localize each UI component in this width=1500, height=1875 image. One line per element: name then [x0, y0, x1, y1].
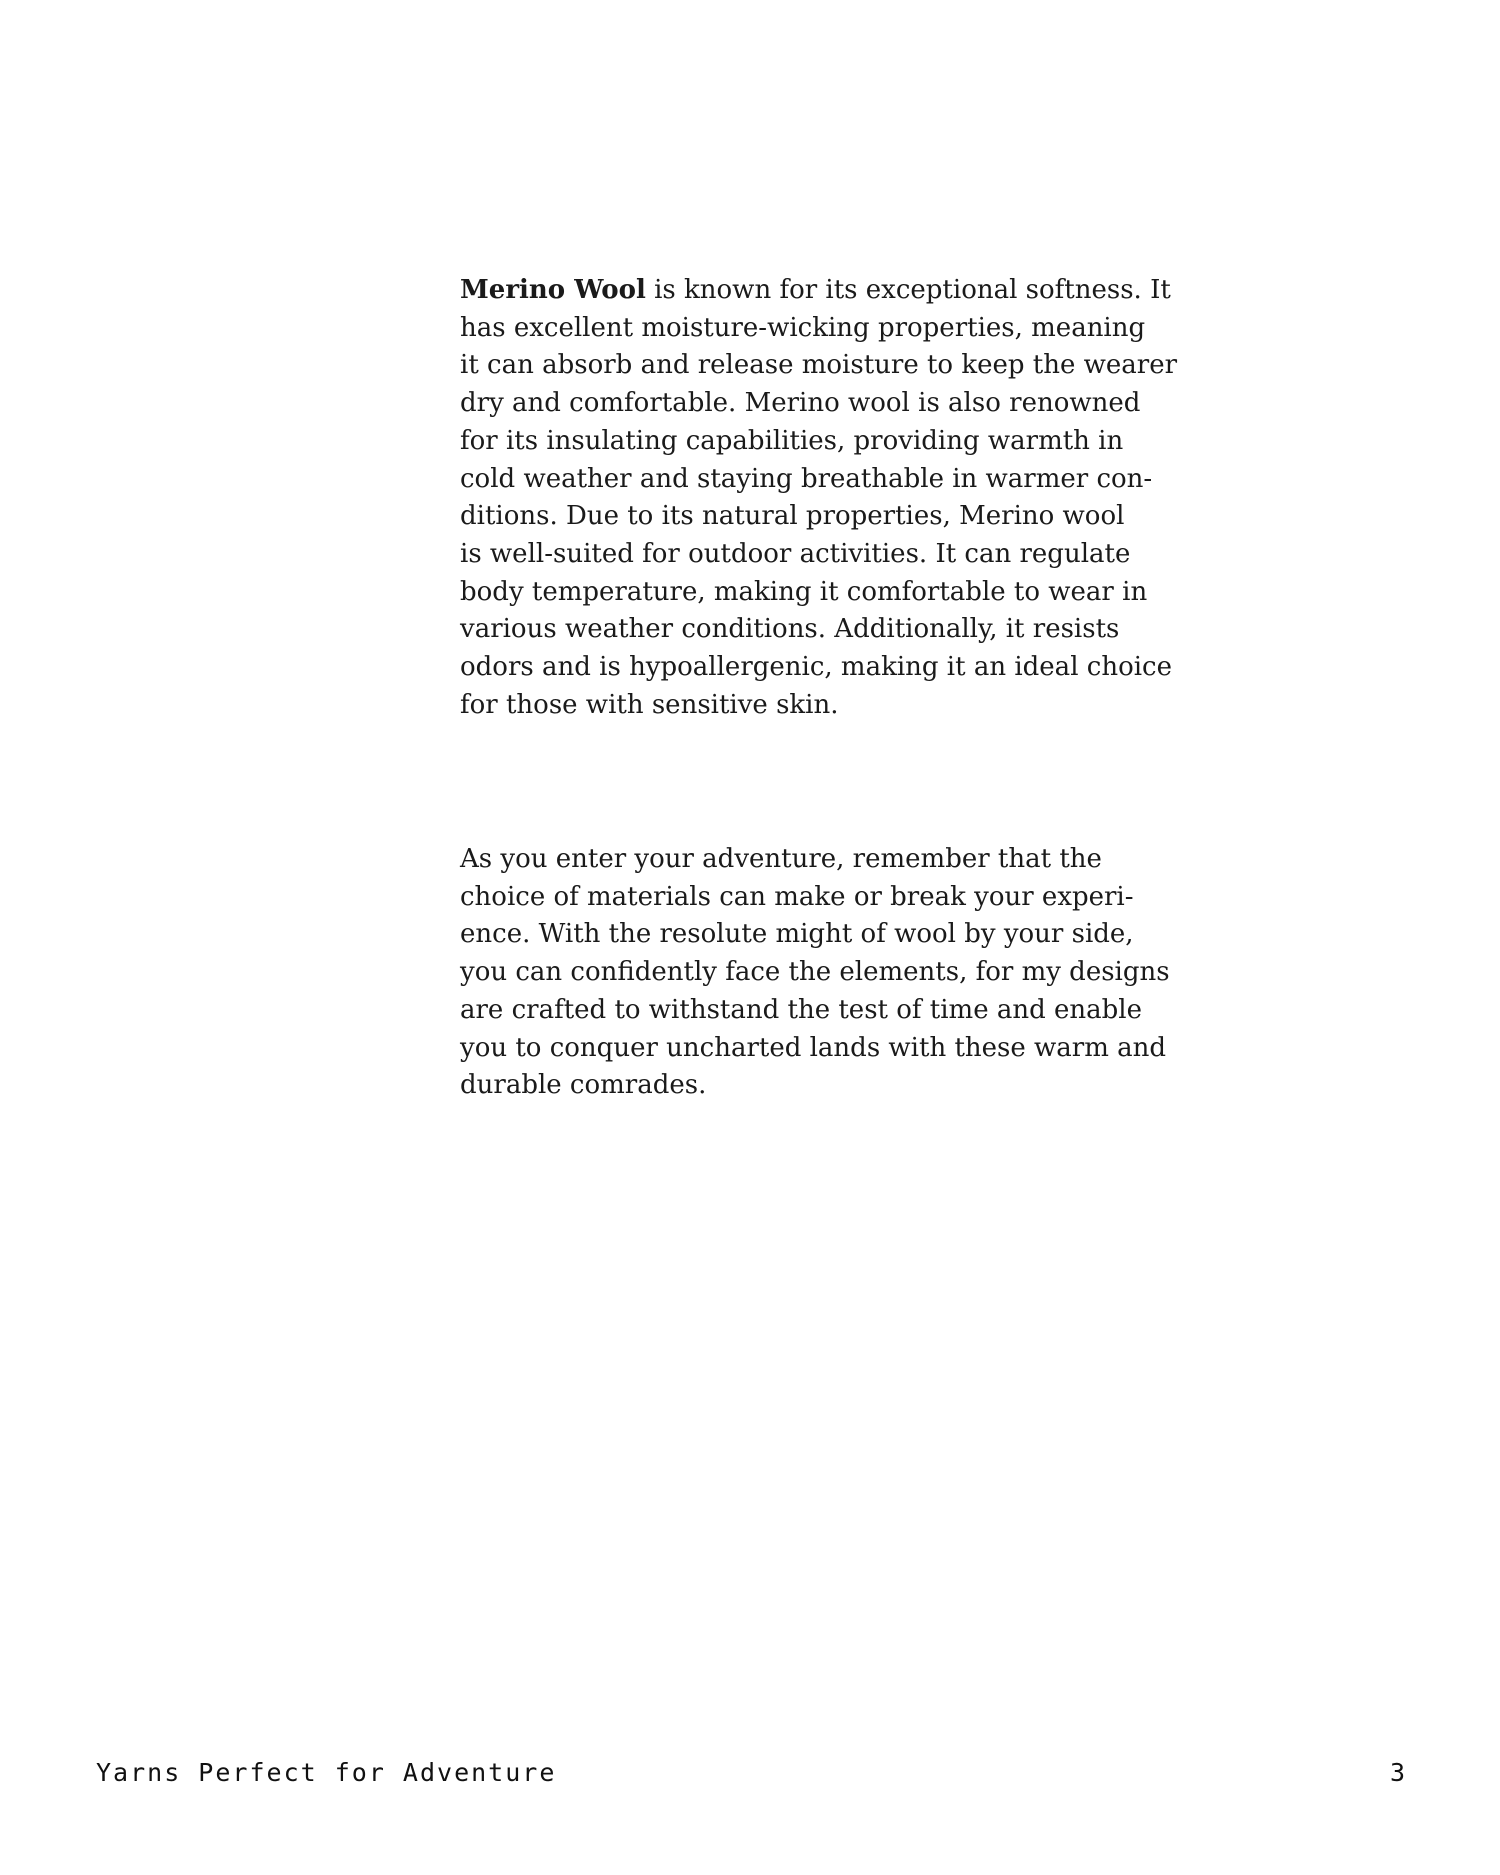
- paragraph-line: durable comrades.: [460, 1070, 707, 1101]
- paragraph-line: various weather conditions. Additionally, it resists: [460, 614, 1120, 645]
- paragraph-line: are crafted to withstand the test of time and enable: [460, 994, 1142, 1025]
- paragraph-line: [460, 272, 1171, 310]
- paragraph-line: for those with sensitive skin.: [460, 689, 839, 720]
- paragraph-line: choice of materials can make or break your experi-: [460, 881, 1134, 912]
- adventure-paragraph: [460, 841, 1170, 1105]
- paragraph-line: ditions. Due to its natural properties, Merino wool: [460, 501, 1125, 532]
- paragraph-line: it can absorb and release moisture to keep the wearer: [460, 350, 1178, 381]
- footer-running-title: Yarns Perfect for Adventure: [96, 1758, 557, 1787]
- page-number: 3: [1390, 1758, 1406, 1787]
- merino-wool-term: Merino Wool: [460, 275, 646, 305]
- paragraph-line: dry and comfortable. Merino wool is also renowned: [460, 388, 1141, 419]
- paragraph-line: you to conquer uncharted lands with these warm and: [460, 1032, 1167, 1063]
- paragraph-line: you can confidently face the elements, for my designs: [460, 957, 1170, 988]
- paragraph-line: ence. With the resolute might of wool by your side,: [460, 919, 1134, 950]
- paragraph-line: has excellent moisture-wicking properties, meaning: [460, 312, 1146, 343]
- paragraph-line-text: is known for its exceptional softness. It: [645, 275, 1171, 305]
- merino-wool-paragraph: [460, 272, 1178, 724]
- paragraph-line: As you enter your adventure, remember that the: [460, 844, 1102, 874]
- paragraph-line: body temperature, making it comfortable to wear in: [460, 576, 1148, 607]
- paragraph-line: for its insulating capabilities, providing warmth in: [460, 425, 1124, 456]
- paragraph-line: odors and is hypoallergenic, making it an ideal choice: [460, 652, 1172, 683]
- paragraph-line: is well-suited for outdoor activities. It can regulate: [460, 538, 1131, 569]
- paragraph-line: cold weather and staying breathable in warmer con-: [460, 463, 1153, 494]
